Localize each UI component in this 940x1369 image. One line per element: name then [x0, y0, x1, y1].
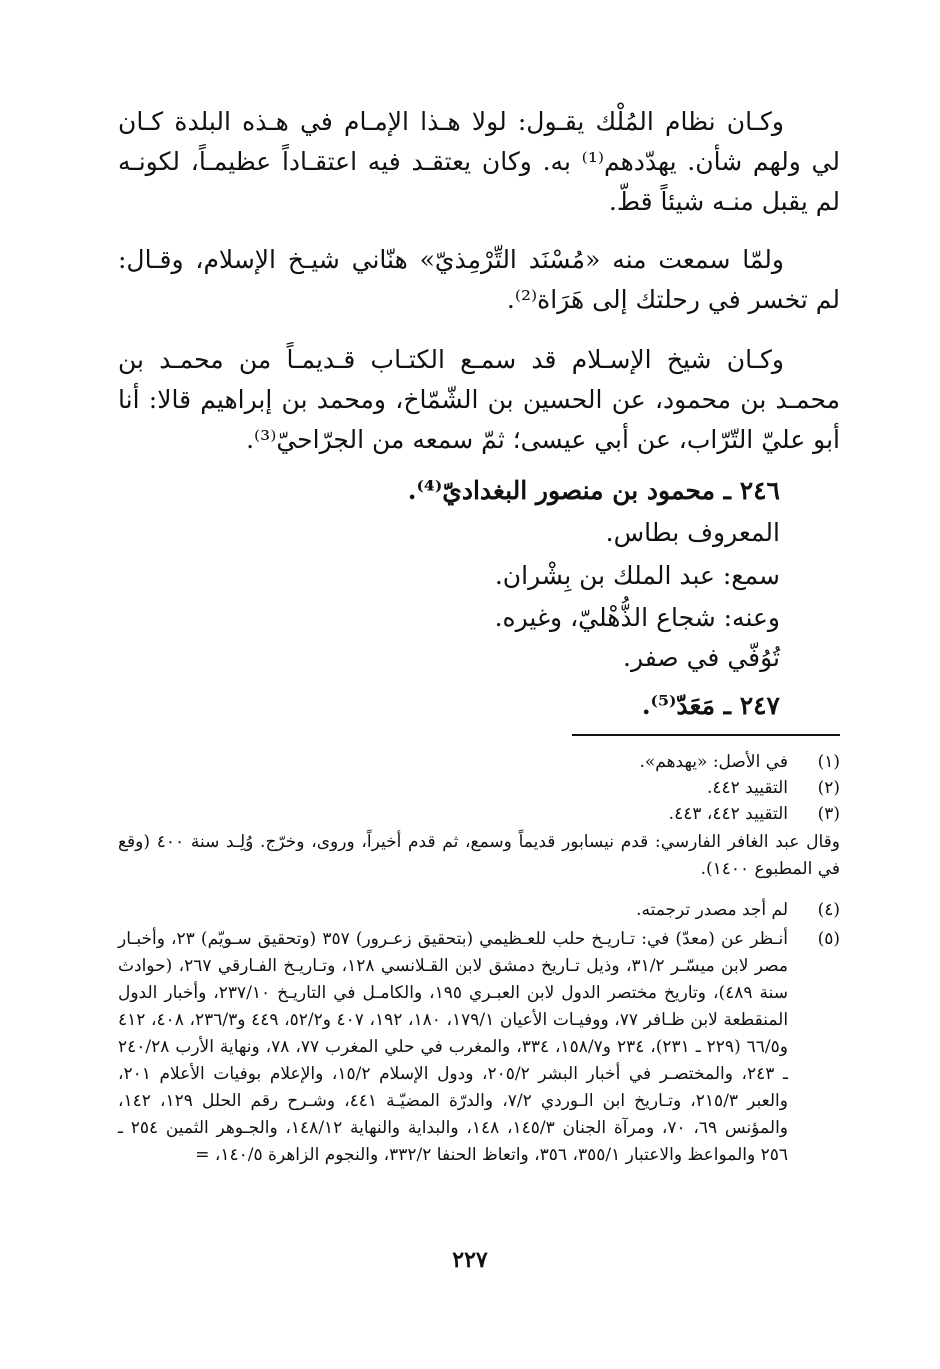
footnote-4: [118, 897, 840, 924]
footnote-number: (٤): [817, 900, 840, 920]
footnote-3: [118, 801, 840, 828]
footnote-text: لم أجد مصدر ترجمته.: [636, 900, 788, 920]
footnote-number: (٢): [817, 778, 840, 798]
footnote-text: التقييد ٤٤٢، ٤٤٣.: [668, 804, 788, 824]
footnote-number: (٥): [817, 929, 840, 949]
paragraph-shaykh-al-islam: وكـان شيخ الإسـلام قد سمـع الكتـاب قـديمـاً من محمـد بن محمـد بن محمود، عن الحسين بن الشّمّاخ، ومحمد بن إبراهيم قالا: أنا أبو عليّ التّرّاب، عن أبي عيسى؛ ثمّ سمعه من الجرّاحيّ⁽³⁾.: [118, 345, 840, 454]
footnote-text: التقييد ٤٤٢.: [706, 778, 788, 798]
footnote-divider: [572, 734, 840, 736]
entry-247-heading: ٢٤٧ ـ مَعَدّ⁽⁵⁾.: [641, 691, 780, 720]
page-number: ٢٢٧: [452, 1247, 488, 1273]
footnote-number: (٣): [817, 804, 840, 824]
entry-246-heading: ٢٤٦ ـ محمود بن منصور البغداديّ⁽⁴⁾.: [407, 476, 780, 505]
footnote-1: [118, 749, 840, 776]
footnote-number: (١): [817, 752, 840, 772]
footnote-3-continuation: وقال عبد الغافر الفارسي: قدم نيسابور قديماً وسمع، ثم قدم أخيراً، وروى، وخرّج. وُلِـد سنة ٤٠٠ (وقع في المطبوع ١٤٠٠).: [118, 832, 841, 879]
entry-246-line-died: تُوُفّي في صفر.: [623, 643, 780, 672]
paragraph-musnad-tirmidhi: ولمّا سمعت منه «مُسْنَد التِّرْمِذيّ» هنّاني شيـخ الإسلام، وقـال: لم تخسر في رحلتك إلى هَرَاة⁽²⁾.: [118, 245, 840, 314]
footnote-text: في الأصل: «يهدهم».: [639, 752, 788, 772]
paragraph-nizam-al-mulk: وكـان نظام المُلْك يقـول: لولا هـذا الإمـام في هـذه البلدة كـان لي ولهم شأن. يهدّدهم⁽¹⁾ به. وكان يعتقـد فيه اعتقـاداً عظيمـاً، لكونـه لم يقبل منـه شيئاً قطّ.: [118, 107, 840, 216]
footnote-5: [118, 926, 840, 1169]
footnote-2: [118, 775, 840, 802]
entry-246-line-from-him: وعنه: شجاع الذُّهْليّ، وغيره.: [494, 603, 780, 632]
entry-246-line-known-as: المعروف بطاس.: [605, 518, 780, 547]
footnote-text: أنـظر عن (معدّ) في: تـاريـخ حلب للعـظيمي (بتحقيق زعـرور) ٣٥٧ (وتحقيق سـويّم) ٢٣، وأخبـار مصر لابن ميسّـر ٣١/٢، وذيل تـاريخ دمشق لابن القـلانسي ١٢٨، وتـاريـخ الفـارقي ٢٦٧، (حوادث سنة ٤٨٩)، وتاريخ مختصر الدول لابن العبـري ١٩٥، والكامـل في التاريـخ ٢٣٧/١٠، وأخبار الدول المنقطعة لابن ظـافر ٧٧، ووفيـات الأعيان ١٧٩/١، ١٨٠، ١٩٢، ٤٠٧ و٥٢/٢، ٤٤٩ و٢٣٦/٣، ٤٠٨، ٤١٢ و٦٦/٥ (٢٢٩ ـ ٢٣١)، ٢٣٤ و١٥٨/٧، ٣٣٤، والمغرب في حلي المغرب ٧٧، ٧٨، ونهاية الأرب ٢٤٠/٢٨ ـ ٢٤٣، والمختصـر في أخبار البشر ٢٠٥/٢، ودول الإسلام ١٥/٢، والإعلام بوفيات الأعلام ٢٠١، والعبر ٢١٥/٣، وتـاريخ ابن الـوردي ٧/٢، والدرّة المضيّـة ٤٤١، وشـرح رقم الحلل ١٢٩، ١٤٢، والمؤنس ٦٩، ٧٠، ومرآة الجنان ١٤٥/٣، ١٤٨، والبداية والنهاية ١٤٨/١٢، والجـوهر الثمين ٢٥٤ ـ ٢٥٦ والمواعظ والاعتبار ٣٥٥/١، ٣٥٦، واتعاظ الحنفا ٣٣٢/٢، والنجوم الزاهرة ١٤٠/٥، =: [118, 929, 789, 1165]
entry-246-line-heard: سمع: عبد الملك بن بِشْران.: [494, 561, 780, 590]
